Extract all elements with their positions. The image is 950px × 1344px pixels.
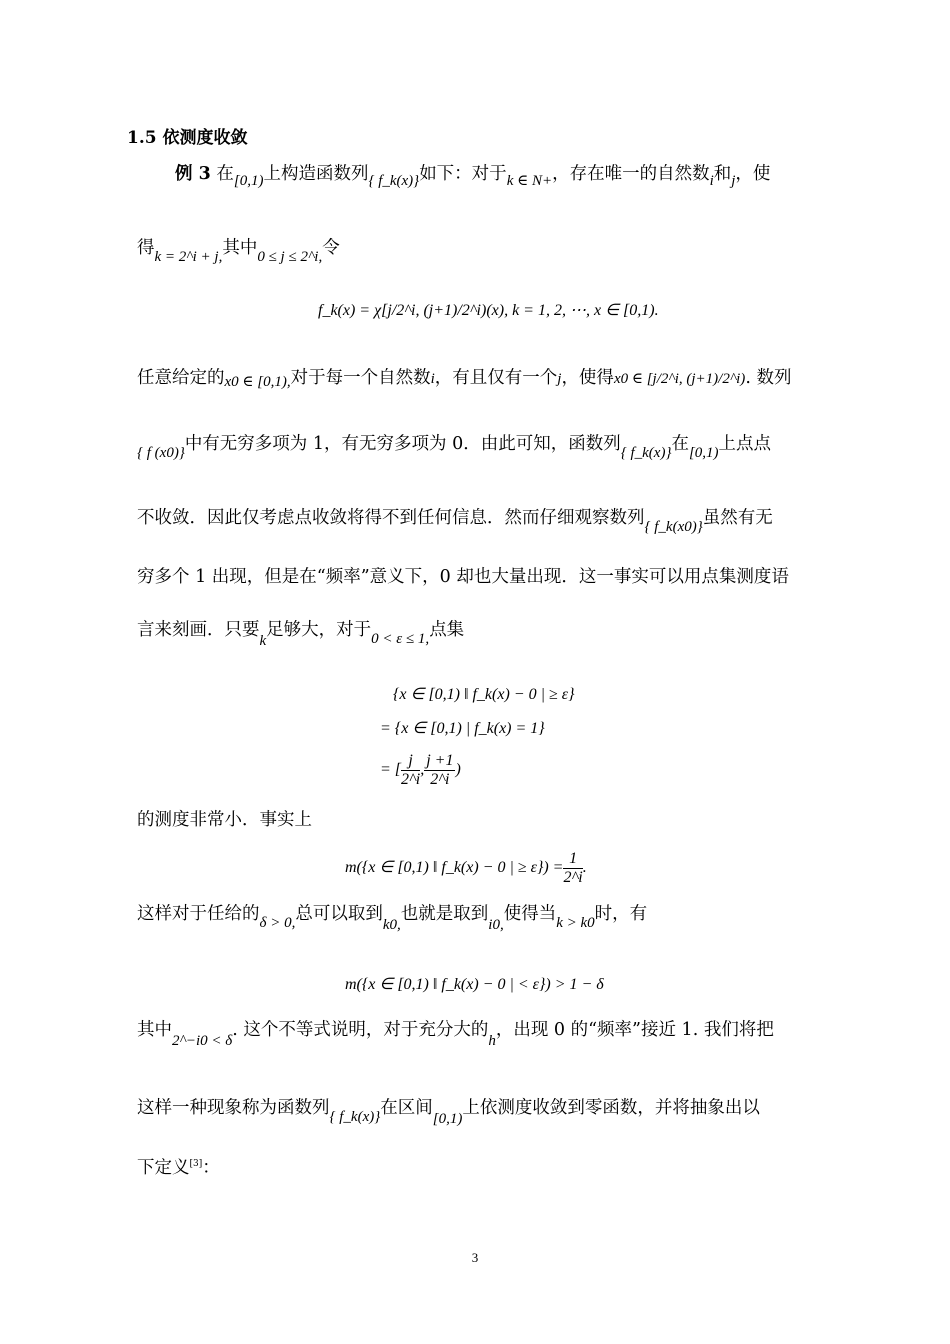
paragraph-definition-k: 得k = 2^i + j,其中0 ≤ j ≤ 2^i,令 <box>137 238 340 265</box>
paragraph-inequality-explained: 其中2^−i0 < δ. 这个不等式说明，对于充分大的h，出现 0 的“频率”接近 1. 我们将把 <box>137 1020 774 1049</box>
example-label: 例 3 <box>175 164 211 184</box>
paragraph-definition-intro: 下定义[3]： <box>137 1158 220 1178</box>
equation-set-line3: = [ $\frac{j}{2\^{}i}$ , $\frac{j +1}{2\^{}i}$ ) <box>380 752 461 788</box>
equation-set-line2: = {x ∈ [0,1) | f_k(x) = 1} <box>380 720 545 737</box>
paragraph-convergence-in-measure: 这样一种现象称为函数列{ f_k(x)}在区间[0,1)上依测度收敛到零函数，并将抽象出以 <box>137 1098 760 1127</box>
paragraph-pointwise: { f (x0)}中有无穷多项为 1，有无穷多项为 0．由此可知，函数列{ f_k(x)}在[0,1)上点点 <box>137 434 772 461</box>
section-heading: 1.5 依测度收敛 <box>127 128 248 148</box>
equation-measure: m({x ∈ [0,1) ‖ f_k(x) − 0 | ≥ ε}) = $\frac{1}{2\^{}i}$ . <box>345 850 587 886</box>
paragraph-not-converge: 不收敛．因此仅考虑点收敛将得不到任何信息．然而仔细观察数列{ f_k(x0)}虽然有无 <box>137 508 773 535</box>
equation-set-line1: {x ∈ [0,1) ‖ f_k(x) − 0 | ≥ ε} <box>393 686 575 703</box>
page-number: 3 <box>471 1250 479 1265</box>
paragraph-frequency: 穷多个 1 出现，但是在“频率”意义下，0 却也大量出现．这一事实可以用点集测度语 <box>137 567 789 587</box>
paragraph-arbitrary-x0: 任意给定的x0 ∈ [0,1),对于每一个自然数i，有且仅有一个j，使得x0 ∈ [j/2^i, (j+1)/2^i). 数列 <box>137 368 792 390</box>
paragraph-example-3: 例 3 在[0,1)上构造函数列{ f_k(x)}如下：对于k ∈ N+，存在唯一的自然数i和j，使 <box>175 164 771 189</box>
equation-characteristic: f_k(x) = χ[j/2^i, (j+1)/2^i)(x), k = 1, 2, ⋯, x ∈ [0,1). <box>318 302 659 319</box>
equation-inequality: m({x ∈ [0,1) ‖ f_k(x) − 0 | < ε}) > 1 − δ <box>345 976 604 993</box>
citation-ref: [3] <box>189 1159 203 1170</box>
paragraph-measure-small: 的测度非常小．事实上 <box>137 810 312 830</box>
paragraph-describe: 言来刻画．只要k足够大，对于0 < ε ≤ 1,点集 <box>137 620 465 649</box>
paragraph-delta: 这样对于任给的δ > 0,总可以取到k0,也就是取到i0,使得当k > k0时，有 <box>137 904 648 933</box>
